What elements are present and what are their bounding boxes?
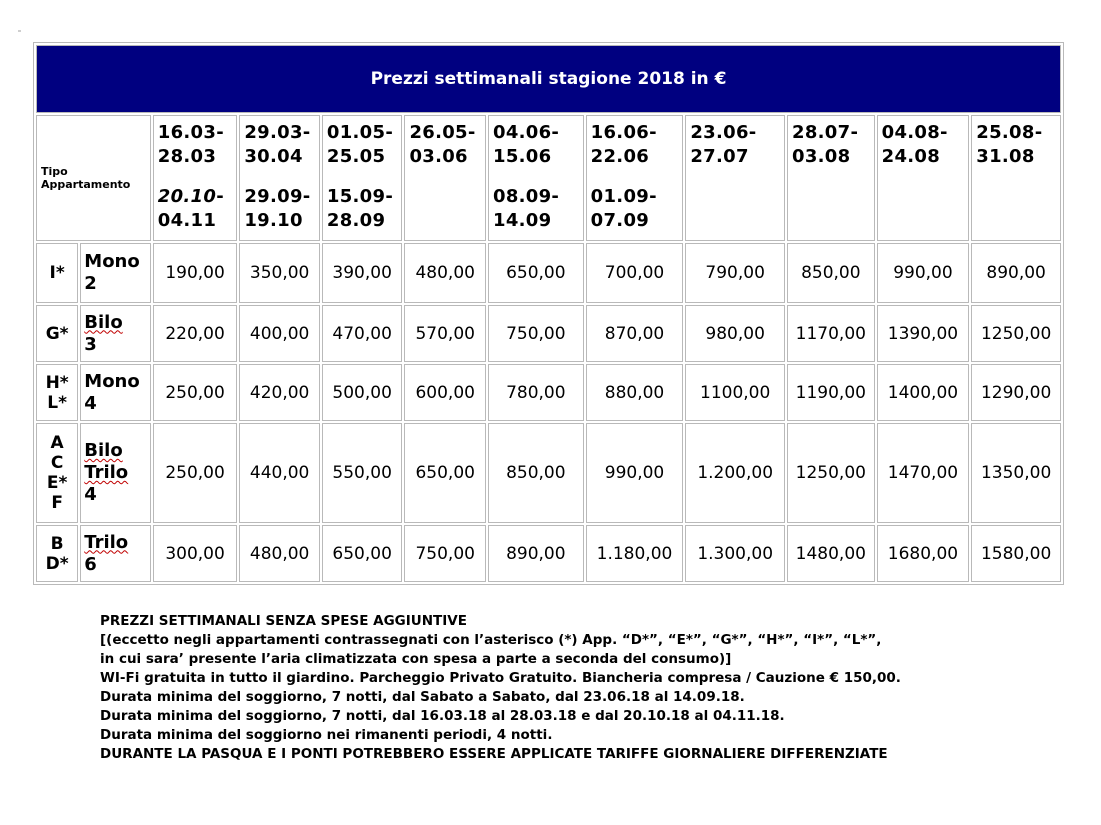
price-cell: 1.180,00 [586,525,684,582]
apartment-type-line: 3 [84,333,97,355]
period-range: 04.06-15.06 [493,122,560,167]
table-row [36,243,1061,303]
apartment-type-line: Trilo [84,462,129,483]
period-range-alt: 29.09-19.10 [244,186,311,231]
apartment-type-line: 4 [84,392,97,414]
notes-line-4: WI-Fi gratuita in tutto il giardino. Parcheggio Privato Gratuito. Biancheria compresa / Cauzione € 150,00. [100,670,901,686]
price-cell: 850,00 [488,423,584,523]
price-cell: 650,00 [322,525,403,582]
period-range: 23.06-27.07 [690,122,757,167]
period-header-7 [685,115,785,241]
price-cell: 780,00 [488,364,584,421]
tipo-appartamento-label: Tipo Appartamento [36,115,151,241]
price-cell: 1100,00 [685,364,785,421]
price-cell: 220,00 [153,305,238,362]
price-cell: 480,00 [239,525,320,582]
price-cell: 1390,00 [877,305,970,362]
price-cell: 1.300,00 [685,525,785,582]
price-cell: 650,00 [488,243,584,303]
period-header-1 [153,115,238,241]
period-range-alt: 20.10-04.11 [157,186,224,231]
apartment-codes [36,364,78,421]
table-row [36,364,1061,421]
price-cell: 470,00 [322,305,403,362]
period-range-alt: 15.09-28.09 [326,186,394,231]
price-cell: 300,00 [153,525,238,582]
period-range-alt: 01.09-07.09 [590,186,657,231]
apartment-code: E* [46,473,68,493]
notes-line-7: Durata minima del soggiorno nei rimanenti periodi, 4 notti. [100,727,553,743]
period-range: 28.07-03.08 [792,122,859,167]
apartment-type-line: Bilo [84,311,123,333]
period-header-8 [787,115,875,241]
notes-line-6: Durata minima del soggiorno, 7 notti, dal 16.03.18 al 28.03.18 e dal 20.10.18 al 04.11.18. [100,708,785,724]
price-cell: 250,00 [153,423,238,523]
price-cell: 1250,00 [971,305,1061,362]
price-cell: 550,00 [322,423,403,523]
period-range: 16.03-28.03 [157,122,224,167]
table-title: Prezzi settimanali stagione 2018 in € [36,45,1061,113]
period-range: 01.05-25.05 [326,122,394,167]
table-row [36,525,1061,582]
apartment-code: F [51,493,63,513]
period-header-5 [488,115,584,241]
apartment-codes [36,305,78,362]
notes-block [100,612,1060,764]
apartment-type-line: 4 [84,484,97,505]
apartment-type [80,364,150,421]
price-cell: 650,00 [404,423,486,523]
period-range-alt: 08.09-14.09 [493,186,560,231]
apartment-code: I* [49,263,65,283]
period-range: 26.05-03.06 [409,122,476,167]
price-cell: 750,00 [488,305,584,362]
apartment-type [80,243,150,303]
table-row [36,305,1061,362]
price-cell: 420,00 [239,364,320,421]
period-header-row [36,115,1061,241]
price-cell: 1290,00 [971,364,1061,421]
apartment-type-line: Mono [84,370,140,392]
price-cell: 440,00 [239,423,320,523]
period-header-3 [322,115,403,241]
period-range: 04.08-24.08 [881,122,948,167]
apartment-code: A [50,433,64,453]
price-cell: 870,00 [586,305,684,362]
price-cell: 1250,00 [787,423,875,523]
price-cell: 190,00 [153,243,238,303]
period-range: 25.08-31.08 [976,122,1043,167]
apartment-code: L* [47,392,67,413]
apartment-type [80,423,150,523]
apartment-type-line: Trilo [84,531,129,553]
table-row [36,423,1061,523]
notes-line-2: [(eccetto negli appartamenti contrassegnati con l’asterisco (*) App. “D*”, “E*”, “G*”, “H*”, “I*”, “L*”, [100,632,882,648]
price-cell: 600,00 [404,364,486,421]
apartment-code: H* [45,372,69,393]
price-cell: 1400,00 [877,364,970,421]
apartment-type [80,305,150,362]
apartment-code: D* [45,553,69,574]
apartment-codes [36,243,78,303]
price-cell: 990,00 [877,243,970,303]
notes-line-5: Durata minima del soggiorno, 7 notti, dal Sabato a Sabato, dal 23.06.18 al 14.09.18. [100,689,745,705]
period-range: 29.03-30.04 [244,122,311,167]
apartment-codes [36,423,78,523]
price-cell: 250,00 [153,364,238,421]
price-cell: 1580,00 [971,525,1061,582]
price-cell: 850,00 [787,243,875,303]
price-cell: 400,00 [239,305,320,362]
notes-line-1: PREZZI SETTIMANALI SENZA SPESE AGGIUNTIVE [100,613,467,629]
price-cell: 1680,00 [877,525,970,582]
notes-line-8: DURANTE LA PASQUA E I PONTI POTREBBERO ESSERE APPLICATE TARIFFE GIORNALIERE DIFFERENZIATE [100,746,888,762]
apartment-type-line: Mono [84,251,140,272]
price-cell: 1470,00 [877,423,970,523]
period-header-2 [239,115,320,241]
price-cell: 1480,00 [787,525,875,582]
period-header-9 [877,115,970,241]
apartment-type-line: 6 [84,553,97,575]
price-cell: 350,00 [239,243,320,303]
apartment-type-line: 2 [84,273,97,294]
period-header-4 [404,115,486,241]
price-cell: 890,00 [971,243,1061,303]
period-header-6 [586,115,684,241]
price-cell: 570,00 [404,305,486,362]
apartment-code: C [50,453,64,473]
price-cell: 390,00 [322,243,403,303]
apartment-type [80,525,150,582]
apartment-code: G* [45,323,69,344]
price-cell: 890,00 [488,525,584,582]
price-cell: 700,00 [586,243,684,303]
apartment-type-line: Bilo [84,440,123,461]
price-cell: 750,00 [404,525,486,582]
period-range: 16.06-22.06 [590,122,657,167]
price-cell: 1190,00 [787,364,875,421]
price-cell: 1350,00 [971,423,1061,523]
price-cell: 980,00 [685,305,785,362]
price-cell: 880,00 [586,364,684,421]
price-cell: 790,00 [685,243,785,303]
price-cell: 990,00 [586,423,684,523]
notes-line-3: in cui sara’ presente l’aria climatizzata con spesa a parte a seconda del consumo)] [100,651,732,667]
price-table [34,43,1063,584]
price-cell: 500,00 [322,364,403,421]
period-header-10 [971,115,1061,241]
page-mark [18,30,21,32]
price-cell: 480,00 [404,243,486,303]
price-cell: 1170,00 [787,305,875,362]
price-cell: 1.200,00 [685,423,785,523]
apartment-code: B [50,533,64,554]
apartment-codes [36,525,78,582]
